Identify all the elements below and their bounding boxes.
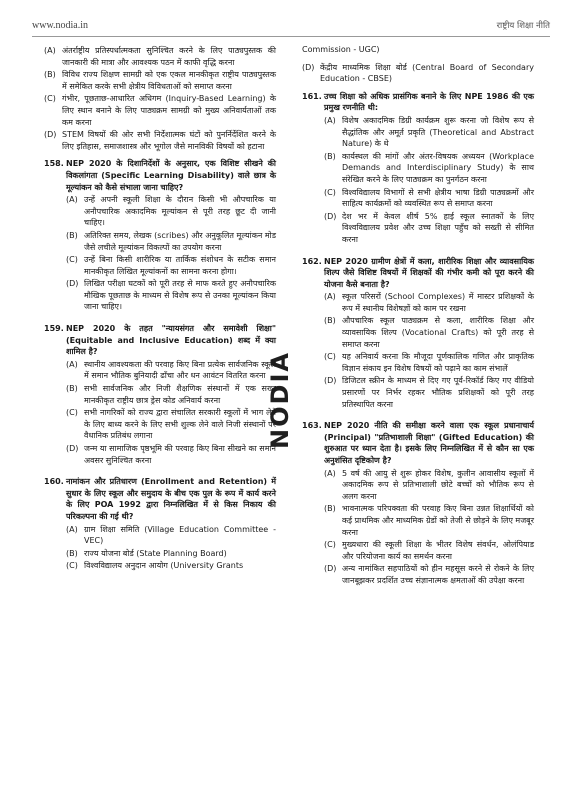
option-text: डिजिटल स्क्रीन के माध्यम से दिए गए पूर्व-रिकॉर्ड किए गए वीडियो प्रसारणों पर निर्भर रहकर भौतिक प्रशिक्षकों को पूरी तरह प्रतिस्थापित करना bbox=[342, 376, 534, 409]
option-label: (A) bbox=[44, 46, 56, 55]
page-header bbox=[32, 14, 550, 36]
option-a bbox=[324, 291, 534, 314]
option-c bbox=[44, 93, 276, 128]
question-162 bbox=[302, 256, 534, 411]
question-163 bbox=[302, 420, 534, 586]
question-stem: उच्च शिक्षा को अधिक प्रासंगिक बनाने के लिए NPE 1986 की एक प्रमुख रणनीति थी: bbox=[324, 91, 534, 113]
question-160 bbox=[44, 476, 276, 572]
question-stem: NEP 2020 के दिशानिर्देशों के अनुसार, एक विशिष्ट सीखने की विकलांगता (Specific Learning Disability) वाले छात्र के मूल्यांकन को कैसे संभाला जाना चाहिए? bbox=[66, 159, 276, 192]
option-text: जन्म या सामाजिक पृष्ठभूमि की परवाह किए बिना सीखने का समान अवसर सुनिश्चित करना bbox=[84, 444, 276, 465]
question-158 bbox=[44, 158, 276, 313]
option-text: राज्य योजना बोर्ड (State Planning Board) bbox=[84, 548, 227, 558]
option-label: (D) bbox=[324, 376, 337, 386]
option-label: (D) bbox=[66, 444, 79, 453]
option-text: 5 वर्ष की आयु से शुरू होकर विशेष, कुलीन आवासीय स्कूलों में अकादमिक रूप से प्रतिभाशाली छोटे बच्चों को भौतिक रूप से अलग करना bbox=[342, 468, 534, 501]
option-label: (B) bbox=[44, 70, 56, 80]
option-label: (D) bbox=[66, 279, 79, 289]
option-label: (C) bbox=[324, 352, 336, 362]
option-text: सभी सार्वजनिक और निजी शैक्षणिक संस्थानों में एक सख्त मानकीकृत राष्ट्रीय छात्र ड्रेस कोड अनिवार्य करना bbox=[84, 384, 276, 405]
option-b bbox=[44, 69, 276, 92]
option-text: स्थानीय आवश्यकता की परवाह किए बिना प्रत्येक सार्वजनिक स्कूल में समान भौतिक बुनियादी ढाँचा और धन आवंटन वितरित करना bbox=[84, 359, 276, 381]
option-d bbox=[302, 62, 534, 85]
section-title: राष्ट्रीय शिक्षा नीति bbox=[496, 20, 550, 31]
option-b bbox=[324, 503, 534, 538]
option-text: गंभीर, पूछताछ-आधारित अधिगम (Inquiry-Based Learning) के लिए स्थान बनाने के लिए पाठ्यक्रम सामग्री को मुख्य अनिवार्यताओं तक कम करना bbox=[62, 94, 276, 127]
option-b bbox=[66, 548, 276, 560]
option-label: (D) bbox=[44, 130, 57, 140]
option-text: लिखित परीक्षा घटकों को पूरी तरह से माफ करते हुए अनौपचारिक मौखिक पूछताछ के माध्यम से विशेष रूप से उनका मूल्यांकन किया जाना चाहिए। bbox=[84, 279, 276, 312]
option-label: (B) bbox=[324, 316, 336, 326]
question-stem: NEP 2020 नीति की समीक्षा करने वाला एक स्कूल प्रधानाचार्य (Principal) "प्रतिभाशाली शिक्षा" (Gifted Education) की शुरुआत पर ध्यान देता है। इसके लिए निम्नलिखित में से कौन सा एक अनुशंसित दृष्टिकोण है? bbox=[324, 421, 534, 465]
watermark: NODIA bbox=[266, 351, 294, 449]
question-number: 163. bbox=[302, 421, 322, 431]
option-text: STEM विषयों की ओर सभी निर्देशात्मक घंटों को पुनर्निर्देशित करने के लिए इतिहास, समाजशास्त्र और भूगोल जैसे मानविकी विषयों को हटाना bbox=[62, 130, 276, 151]
option-c bbox=[66, 254, 276, 277]
option-label: (C) bbox=[324, 187, 336, 197]
question-stem: नामांकन और प्रतिधारण (Enrollment and Retention) में सुधार के लिए स्कूल और समुदाय के बीच एक पुल के रूप में कार्य करने के लिए POA 1992 द्वारा निम्नलिखित में से किस निकाय की परिकल्पना की गई थी? bbox=[66, 477, 276, 521]
option-label: (C) bbox=[324, 540, 336, 550]
option-text: उन्हें अपनी स्कूली शिक्षा के दौरान किसी भी औपचारिक या अनौपचारिक अकादमिक मूल्यांकन से पूरी तरह छूट दी जानी चाहिए। bbox=[84, 195, 276, 228]
option-label: (C) bbox=[44, 94, 56, 104]
option-c bbox=[324, 351, 534, 374]
option-text: ग्राम शिक्षा समिति (Village Education Committee - VEC) bbox=[84, 524, 276, 546]
option-text: औपचारिक स्कूल पाठ्यक्रम से कला, शारीरिक शिक्षा और व्यावसायिक शिल्प (Vocational Crafts) को पूरी तरह से समाप्त करना bbox=[342, 316, 534, 349]
option-d bbox=[66, 278, 276, 313]
option-text: भावनात्मक परिपक्वता की परवाह किए बिना उन्नत शिक्षार्थियों को कई प्राथमिक और माध्यमिक ग्रेडों को तेजी से छोड़ने के लिए मजबूर करना bbox=[342, 504, 534, 537]
question-stem: NEP 2020 के तहत "न्यायसंगत और समावेशी शिक्षा" (Equitable and Inclusive Education) शब्द में क्या शामिल है? bbox=[66, 324, 276, 357]
option-text: मुख्यधारा की स्कूली शिक्षा के भीतर विशेष संवर्धन, ओलंपियाड और परियोजना कार्य का समर्थन करना bbox=[342, 540, 534, 561]
question-body bbox=[66, 323, 276, 466]
header-divider bbox=[32, 36, 550, 37]
option-c bbox=[66, 560, 276, 572]
option-label: (B) bbox=[324, 504, 336, 514]
question-number: 159. bbox=[44, 324, 64, 334]
continued-text: Commission - UGC) bbox=[302, 45, 380, 54]
option-d bbox=[324, 375, 534, 410]
option-text: विविध राज्य शिक्षण सामग्री को एक एकल मानकीकृत राष्ट्रीय पाठ्यपुस्तक में समेकित करके सभी क्षेत्रीय विविधताओं को समाप्त करना bbox=[62, 70, 276, 91]
option-c bbox=[324, 187, 534, 210]
option-a bbox=[66, 359, 276, 382]
left-column bbox=[44, 44, 276, 582]
question-body bbox=[324, 420, 534, 586]
question-body bbox=[324, 256, 534, 411]
option-a bbox=[44, 45, 276, 68]
option-label: (A) bbox=[324, 115, 336, 125]
option-label: (C) bbox=[66, 255, 78, 265]
option-b bbox=[324, 315, 534, 350]
option-label: (D) bbox=[324, 564, 337, 574]
option-text: केंद्रीय माध्यमिक शिक्षा बोर्ड (Central Board of Secondary Education - CBSE) bbox=[320, 62, 534, 84]
option-d bbox=[324, 563, 534, 586]
option-c bbox=[66, 407, 276, 442]
continued-options bbox=[302, 62, 534, 85]
option-label: (A) bbox=[324, 468, 336, 478]
question-159 bbox=[44, 323, 276, 466]
option-a bbox=[66, 524, 276, 547]
question-number: 161. bbox=[302, 91, 322, 101]
option-text: सभी नागरिकों को राज्य द्वारा संचालित सरकारी स्कूलों में भाग लेने के लिए बाध्य करने के लिए सभी शुल्क लेने वाले निजी संस्थानों पर वैधानिक प्रतिबंध लगाना bbox=[84, 408, 276, 441]
option-d bbox=[324, 211, 534, 246]
question-body bbox=[66, 158, 276, 313]
question-number: 162. bbox=[302, 256, 322, 266]
option-label: (D) bbox=[324, 211, 337, 221]
option-text: अतिरिक्त समय, लेखक (scribes) और अनुकूलित मूल्यांकन मोड जैसे लचीले मूल्यांकन विकल्पों का उपयोग करना bbox=[84, 230, 276, 252]
option-text: विश्वविद्यालय विभागों से सभी क्षेत्रीय भाषा डिग्री पाठ्यक्रमों और साहित्य कार्यक्रमों को व्यवस्थित रूप से समाप्त करना bbox=[342, 187, 534, 209]
option-label: (C) bbox=[66, 561, 78, 571]
question-161 bbox=[302, 91, 534, 246]
option-a bbox=[66, 194, 276, 229]
question-body bbox=[324, 91, 534, 246]
option-label: (B) bbox=[324, 151, 336, 161]
option-text: विशेष अकादमिक डिग्री कार्यक्रम शुरू करना जो विशेष रूप से सैद्धांतिक और अमूर्त प्रकृति (Theoretical and Abstract Nature) के थे bbox=[342, 115, 534, 149]
option-text: विश्वविद्यालय अनुदान आयोग (University Grants bbox=[84, 561, 244, 571]
option-text: उन्हें बिना किसी शारीरिक या तार्किक संशोधन के सटीक समान मानकीकृत लिखित मूल्यांकनों का सामना करना होगा। bbox=[84, 255, 276, 276]
option-b bbox=[66, 230, 276, 253]
question-stem: NEP 2020 ग्रामीण क्षेत्रों में कला, शारीरिक शिक्षा और व्यावसायिक शिल्प जैसे विशिष्ट विषयों में शिक्षकों की गंभीर कमी को पूरा करने की योजना कैसे बनाता है? bbox=[324, 256, 534, 289]
option-d bbox=[66, 443, 276, 466]
option-label: (C) bbox=[66, 408, 78, 418]
option-a bbox=[324, 115, 534, 150]
option-b bbox=[66, 383, 276, 406]
site-url: www.nodia.in bbox=[32, 19, 89, 31]
option-text: स्कूल परिसरों (School Complexes) में मास्टर प्रशिक्षकों के रूप में स्थानीय विशेषज्ञों को काम पर रखना bbox=[342, 292, 534, 313]
option-label: (A) bbox=[66, 195, 78, 205]
option-b bbox=[324, 151, 534, 186]
question-number: 158. bbox=[44, 159, 64, 169]
option-label: (A) bbox=[66, 524, 78, 534]
right-column bbox=[302, 44, 534, 597]
option-text: देश भर में केवल शीर्ष 5% हाई स्कूल स्नातकों के लिए विश्वविद्यालय प्रवेश और उच्च शिक्षा पहुँच को सख्ती से सीमित करना bbox=[342, 211, 534, 244]
option-a bbox=[324, 468, 534, 503]
option-label: (D) bbox=[302, 62, 315, 72]
option-text: यह अनिवार्य करना कि मौजूदा पूर्णकालिक गणित और प्राकृतिक विज्ञान संकाय इन विशेष विषयों को पढ़ाने का काम संभालें bbox=[342, 352, 534, 373]
option-text: अन्य नामांकित सहपाठियों को हीन महसूस करने से रोकने के लिए जानबूझकर प्रदर्शित उच्च संज्ञानात्मक क्षमताओं की उपेक्षा करना bbox=[342, 564, 534, 585]
continued-options bbox=[44, 45, 276, 152]
option-d bbox=[44, 129, 276, 152]
question-body bbox=[66, 476, 276, 572]
option-c bbox=[324, 539, 534, 562]
option-label: (B) bbox=[66, 384, 78, 394]
option-text: कार्यस्थल की मांगों और अंतर-विषयक अध्ययन (Workplace Demands and Interdisciplinary Study) के साथ संरेखित करने के लिए पाठ्यक्रम का पुनर्गठन करना bbox=[342, 151, 534, 184]
question-number: 160. bbox=[44, 477, 64, 487]
option-label: (B) bbox=[66, 230, 78, 240]
option-label: (B) bbox=[66, 548, 78, 558]
option-text: अंतर्राष्ट्रीय प्रतिस्पर्धात्मकता सुनिश्चित करने के लिए पाठ्यपुस्तक की जानकारी की मात्रा और आवश्यक पठन में काफी वृद्धि करना bbox=[62, 46, 276, 67]
option-label: (A) bbox=[324, 292, 336, 302]
option-label: (A) bbox=[66, 359, 78, 369]
